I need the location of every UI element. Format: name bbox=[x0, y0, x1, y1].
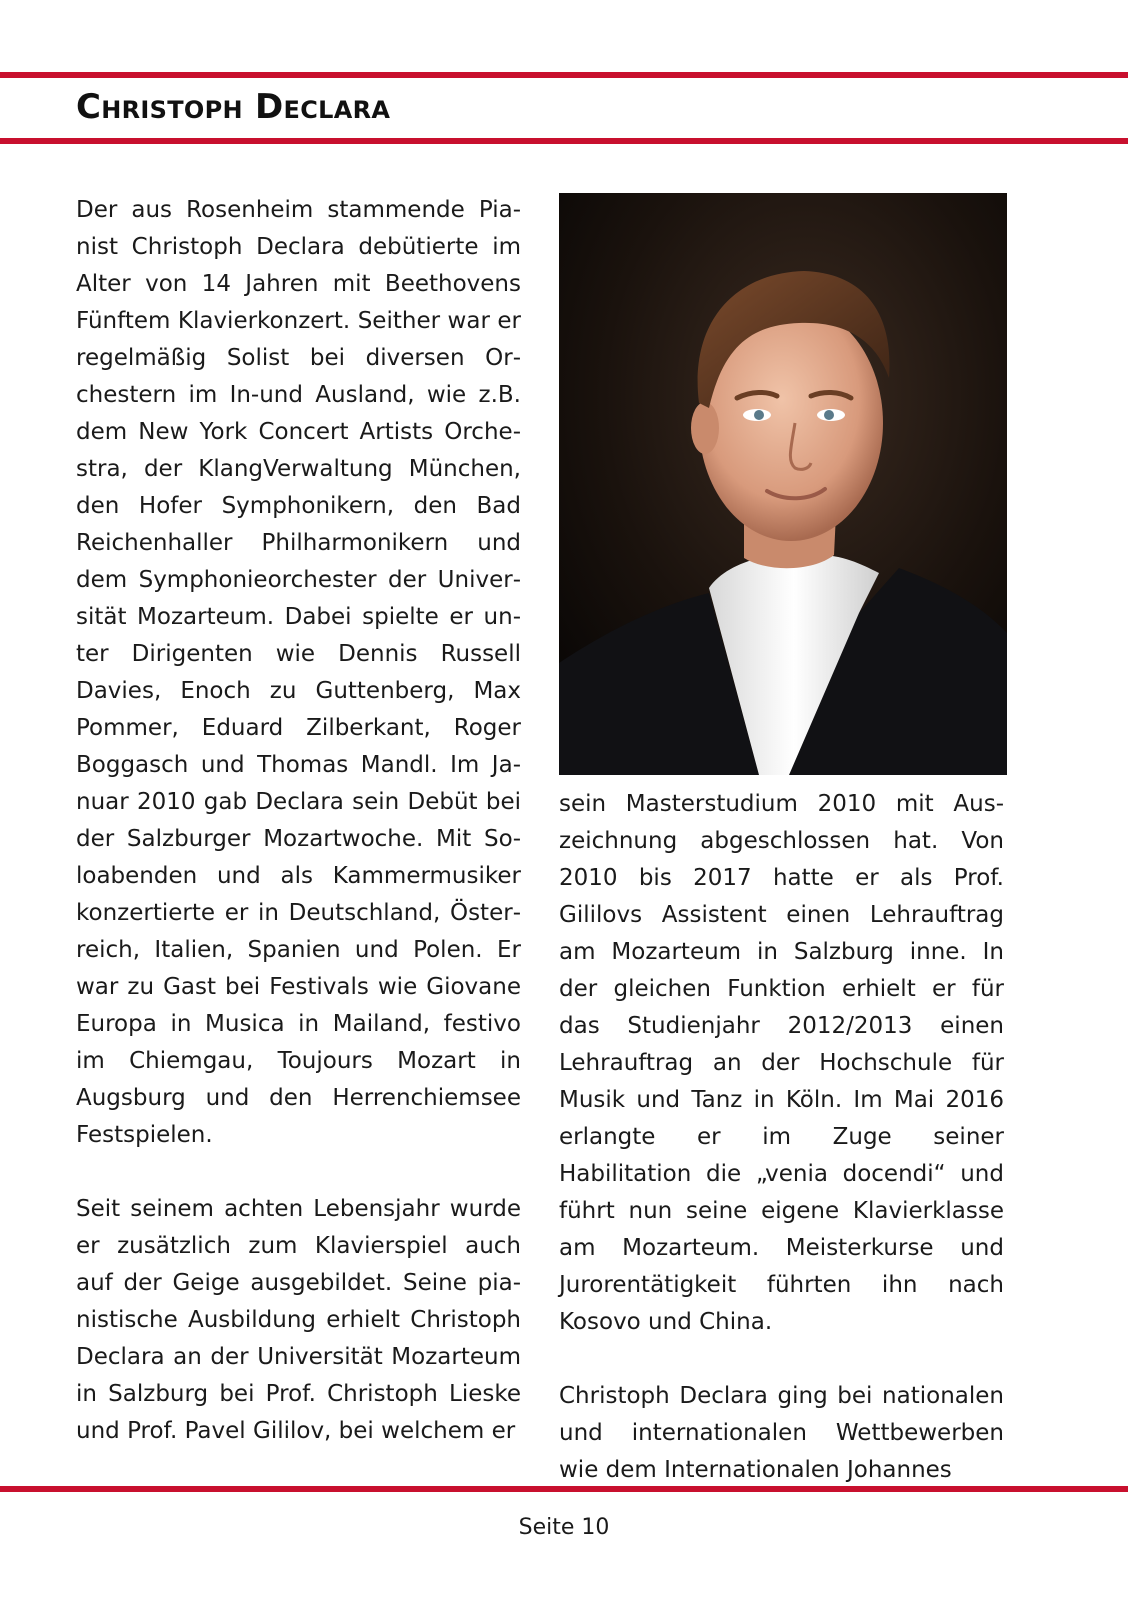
bio-paragraph-1: Der aus Rosenheim stammende Pianist Christoph Declara debütierte im Alter von 14 Jahren mit Beethovens Fünftem Klavierkonzert. Seither war er regelmäßig Solist bei diversen Orchestern im In-und Ausland, wie z.B. dem New York Concert Artists Orchestra, der KlangVerwaltung München, den Hofer Symphonikern, den Bad Reichenhaller Philharmonikern und dem Symphonieorchester der Universität Mozarteum. Dabei spielte er unter Dirigenten wie Dennis Russell Davies, Enoch zu Guttenberg, Max Pommer, Eduard Zilberkant, Roger Boggasch und Thomas Mandl. Im Januar 2010 gab Declara sein Debüt bei der Salzburger Mozartwoche. Mit Soloabenden und als Kammermusiker konzertierte er in Deutschland, Österreich, Italien, Spanien und Polen. Er war zu Gast bei Festivals wie Giovane Europa in Musica in Mailand, festivo im Chiemgau, Toujours Mozart in Augsburg und den Herrenchiemsee Festspielen. bbox=[76, 197, 521, 1148]
right-column bbox=[559, 786, 1004, 1489]
portrait-photo bbox=[559, 193, 1007, 775]
page-title: Christoph Declara bbox=[76, 87, 391, 127]
bio-paragraph-4: Christoph Declara ging bei nationalen und internationalen Wettbewerben wie dem Internationalen Johannes bbox=[559, 1383, 1004, 1483]
header-rule-top bbox=[0, 72, 1128, 78]
page-number: Seite 10 bbox=[518, 1515, 610, 1540]
bio-paragraph-2: Seit seinem achten Lebensjahr wurde er zusätzlich zum Klavierspiel auch auf der Geige ausgebildet. Seine pianistische Ausbildung erhielt Christoph Declara an der Universität Mozarteum in Salzburg bei Prof. Christoph Lieske und Prof. Pavel Gililov, bei welchem er bbox=[76, 1196, 521, 1444]
bio-paragraph-3: sein Masterstudium 2010 mit Auszeichnung abgeschlossen hat. Von 2010 bis 2017 hatte er als Prof. Gililovs Assistent einen Lehrauftrag am Mozarteum in Salzburg inne. In der gleichen Funktion erhielt er für das Studienjahr 2012/2013 einen Lehrauftrag an der Hochschule für Musik und Tanz in Köln. Im Mai 2016 erlangte er im Zuge seiner Habilitation die „venia docendi“ und führt nun seine eigene Klavierklasse am Mozarteum. Meisterkurse und Jurorentätigkeit führten ihn nach Kosovo und China. bbox=[559, 791, 1004, 1335]
header-rule-bottom bbox=[0, 138, 1128, 144]
left-column bbox=[76, 192, 521, 1450]
footer-rule bbox=[0, 1486, 1128, 1492]
